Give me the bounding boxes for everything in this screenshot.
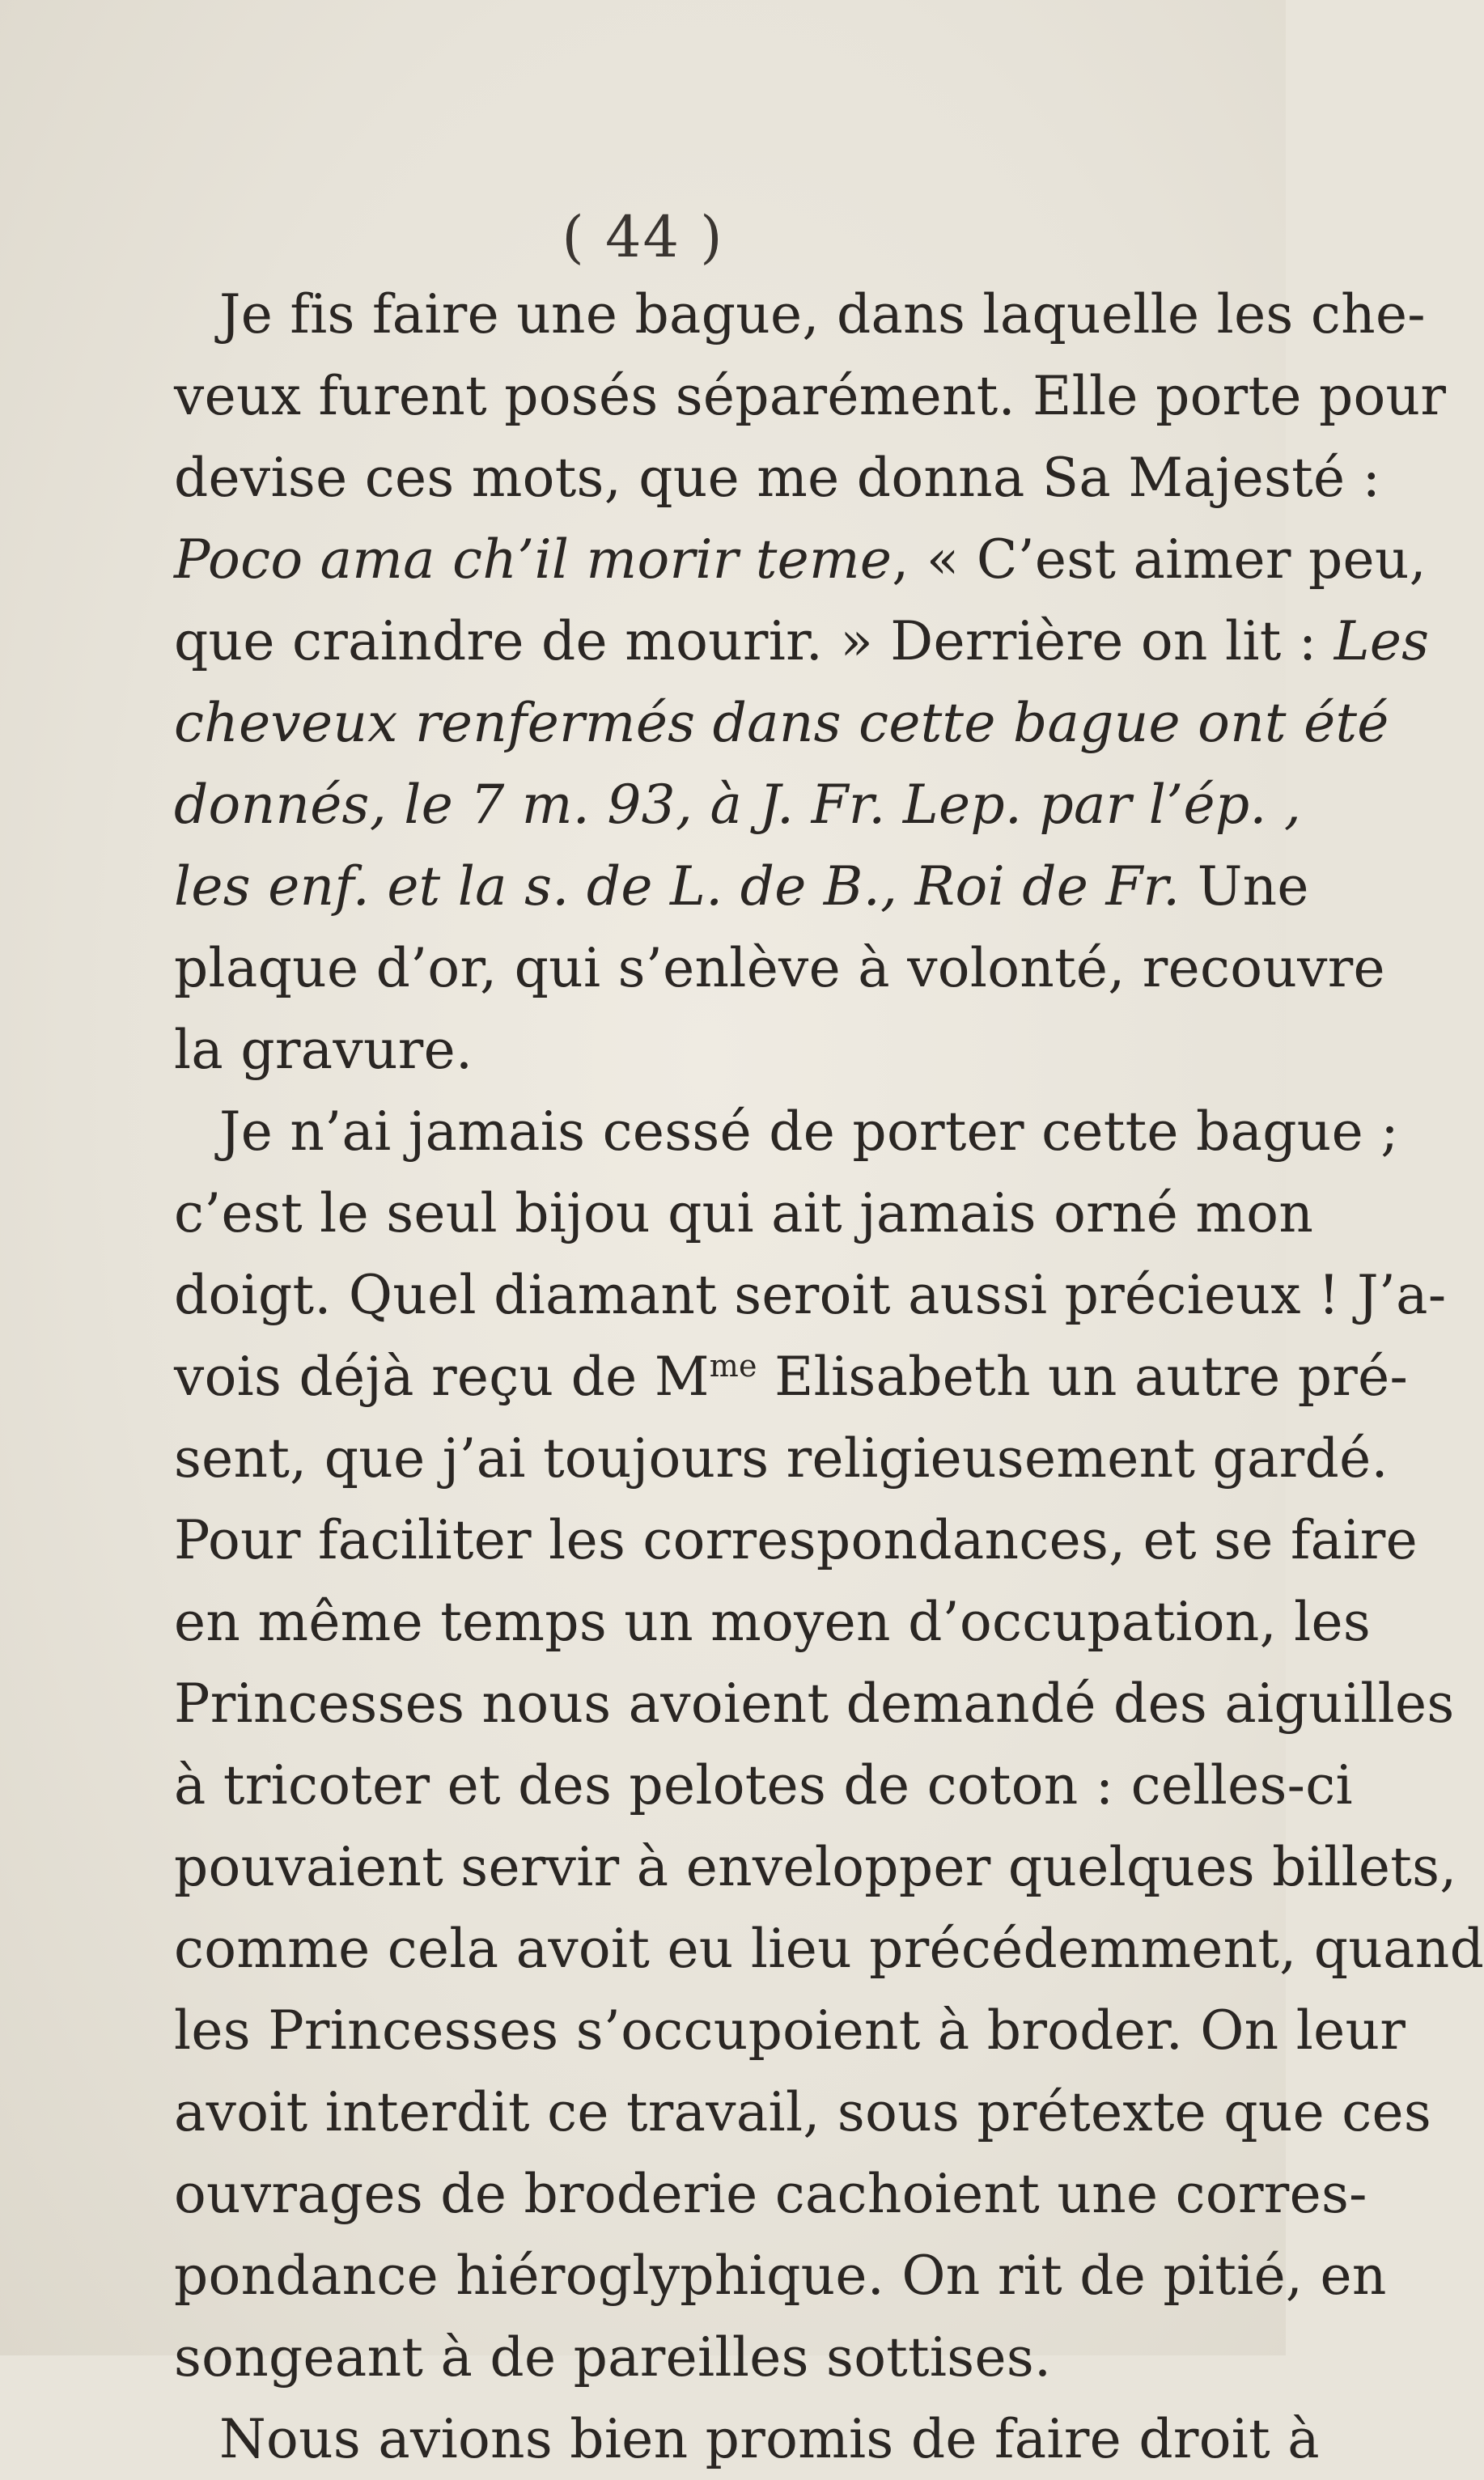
text-segment: plaque d’or, qui s’enlève à volonté, recouvre xyxy=(174,937,1385,999)
text-segment: ouvrages de broderie cachoient une corres- xyxy=(174,2163,1367,2225)
text-line xyxy=(174,1581,1372,1663)
text-line xyxy=(174,2235,1387,2317)
text-line xyxy=(174,1336,1409,1418)
text-segment: les enf. et la s. de L. de B., Roi de Fr. xyxy=(174,855,1181,918)
text-segment: doigt. Quel diamant seroit aussi précieux ! J’a- xyxy=(174,1264,1447,1326)
text-line xyxy=(174,1091,1399,1172)
text-segment: pouvaient servir à envelopper quelques billets, xyxy=(174,1836,1457,1898)
text-line xyxy=(174,1826,1457,1908)
text-segment: veux furent posés séparément. Elle porte pour xyxy=(174,365,1447,427)
text-segment: Poco ama ch’il morir teme xyxy=(174,528,893,591)
text-line xyxy=(174,1172,1314,1254)
text-line xyxy=(174,1009,1181,1091)
text-line xyxy=(174,437,1381,519)
page-number: ( 44 ) xyxy=(562,204,724,270)
text-segment: sent, que j’ai toujours religieusement gardé. xyxy=(174,1427,1389,1490)
text-segment: devise ces mots, que me donna Sa Majesté : xyxy=(174,447,1381,509)
text-line xyxy=(174,1499,1418,1581)
text-segment: cheveux renfermés dans cette bague ont été xyxy=(174,692,1389,754)
text-segment: Nous avions bien promis de faire droit à xyxy=(219,2408,1320,2470)
text-segment: vois déjà reçu de M xyxy=(174,1346,710,1408)
text-segment: avoit interdit ce travail, sous prétexte que ces xyxy=(174,2081,1432,2143)
text-segment: Une xyxy=(1180,855,1309,918)
text-segment: Princesses nous avoient demandé des aiguilles xyxy=(174,1672,1455,1735)
text-line xyxy=(174,682,1389,764)
text-segment: à tricoter et des pelotes de coton : celles-ci xyxy=(174,1754,1353,1817)
text-line xyxy=(174,1908,1484,1990)
text-line xyxy=(174,2071,1432,2153)
text-line xyxy=(174,1254,1447,1336)
text-segment: que craindre de mourir. » Derrière on lit : xyxy=(174,610,1334,672)
text-line xyxy=(174,1418,1389,1499)
text-line xyxy=(174,846,1309,927)
body-text xyxy=(174,273,1484,2480)
text-segment: Elisabeth un autre pré- xyxy=(757,1346,1409,1408)
text-segment: Je fis faire une bague, dans laquelle les che- xyxy=(219,283,1426,346)
text-segment: c’est le seul bijou qui ait jamais orné mon xyxy=(174,1182,1314,1244)
text-line xyxy=(174,927,1385,1009)
text-segment: les Princesses s’occupoient à broder. On leur xyxy=(174,1999,1406,2062)
text-segment: Pour faciliter les correspondances, et se faire xyxy=(174,1509,1418,1571)
text-segment: donnés, le 7 m. 93, à J. Fr. Lep. par l’ép. , xyxy=(174,774,1302,836)
text-line xyxy=(174,1744,1353,1826)
text-line xyxy=(174,273,1426,355)
text-line xyxy=(174,2153,1367,2235)
text-segment: la gravure. xyxy=(174,1019,473,1081)
text-line xyxy=(174,355,1447,437)
text-segment: comme cela avoit eu lieu précédemment, quand xyxy=(174,1918,1484,1980)
text-segment: , « C’est aimer peu, xyxy=(892,528,1427,591)
text-line xyxy=(174,1990,1406,2071)
text-line xyxy=(174,764,1302,846)
text-line xyxy=(174,2317,1181,2398)
text-segment: Les xyxy=(1333,610,1430,672)
text-line xyxy=(174,2398,1320,2480)
text-segment: songeant à de pareilles sottises. xyxy=(174,2326,1052,2389)
text-segment: me xyxy=(709,1348,757,1384)
text-line xyxy=(174,600,1430,682)
text-line xyxy=(174,519,1427,600)
text-line xyxy=(174,1663,1455,1744)
text-segment: Je n’ai jamais cessé de porter cette bague ; xyxy=(219,1100,1399,1163)
text-segment: pondance hiéroglyphique. On rit de pitié, en xyxy=(174,2245,1387,2307)
text-segment: en même temps un moyen d’occupation, les xyxy=(174,1591,1372,1653)
